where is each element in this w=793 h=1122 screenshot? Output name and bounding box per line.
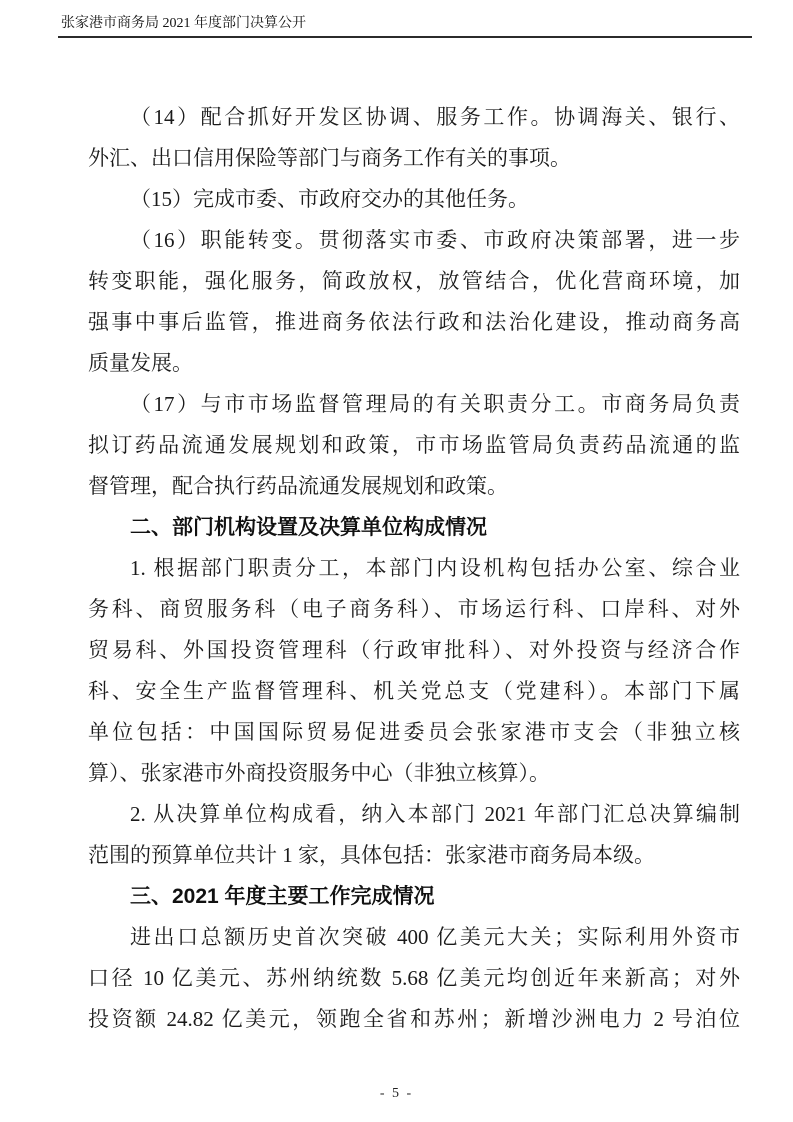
text-line: （14）配合抓好开发区协调、服务工作。协调海关、银行、	[130, 105, 740, 129]
text-line: （17）与市市场监督管理局的有关职责分工。市商务局负责	[130, 392, 740, 416]
document-body	[88, 97, 740, 1040]
text-line: 转变职能，强化服务，简政放权，放管结合，优化营商环境，加	[88, 269, 740, 293]
text-line: 外汇、出口信用保险等部门与商务工作有关的事项。	[88, 146, 571, 170]
text-line: 口径 10 亿美元、苏州纳统数 5.68 亿美元均创近年来新高；对外	[88, 966, 740, 990]
paragraph-org-setup	[88, 548, 740, 794]
text-line: 强事中事后监管，推进商务依法行政和法治化建设，推动商务高	[88, 310, 740, 334]
section-heading-2: 二、部门机构设置及决算单位构成情况	[130, 516, 487, 539]
paragraph-16	[88, 220, 740, 384]
text-line: 科、安全生产监督管理科、机关党总支（党建科）。本部门下属	[88, 679, 740, 703]
text-line: 督管理，配合执行药品流通发展规划和政策。	[88, 474, 508, 498]
paragraph-17	[88, 384, 740, 507]
page-footer	[0, 1084, 793, 1102]
text-line: 贸易科、外国投资管理科（行政审批科）、对外投资与经济合作	[88, 638, 740, 662]
text-line: 2. 从决算单位构成看，纳入本部门 2021 年部门汇总决算编制	[130, 802, 740, 826]
header-title: 张家港市商务局 2021 年度部门决算公开	[61, 16, 306, 31]
page-header	[58, 16, 752, 38]
page-number: - 5 -	[379, 1086, 414, 1101]
text-line: （16）职能转变。贯彻落实市委、市政府决策部署，进一步	[130, 228, 740, 252]
text-line: 算）、张家港市外商投资服务中心（非独立核算）。	[88, 761, 550, 785]
text-line: 拟订药品流通发展规划和政策，市市场监管局负责药品流通的监	[88, 433, 740, 457]
text-line: 进出口总额历史首次突破 400 亿美元大关；实际利用外资市	[130, 925, 740, 949]
text-line: （15）完成市委、市政府交办的其他任务。	[130, 187, 529, 211]
section-heading-3: 三、2021 年度主要工作完成情况	[130, 885, 435, 908]
paragraph-work-completion	[88, 917, 740, 1040]
text-line: 质量发展。	[88, 351, 193, 375]
text-line: 范围的预算单位共计 1 家，具体包括：张家港市商务局本级。	[88, 843, 655, 867]
text-line: 1. 根据部门职责分工，本部门内设机构包括办公室、综合业	[130, 556, 740, 580]
paragraph-15	[88, 179, 740, 220]
paragraph-14	[88, 97, 740, 179]
text-line: 投资额 24.82 亿美元，领跑全省和苏州；新增沙洲电力 2 号泊位	[88, 1007, 740, 1031]
paragraph-unit-composition	[88, 794, 740, 876]
text-line: 单位包括：中国国际贸易促进委员会张家港市支会（非独立核	[88, 720, 740, 744]
text-line: 务科、商贸服务科（电子商务科）、市场运行科、口岸科、对外	[88, 597, 740, 621]
